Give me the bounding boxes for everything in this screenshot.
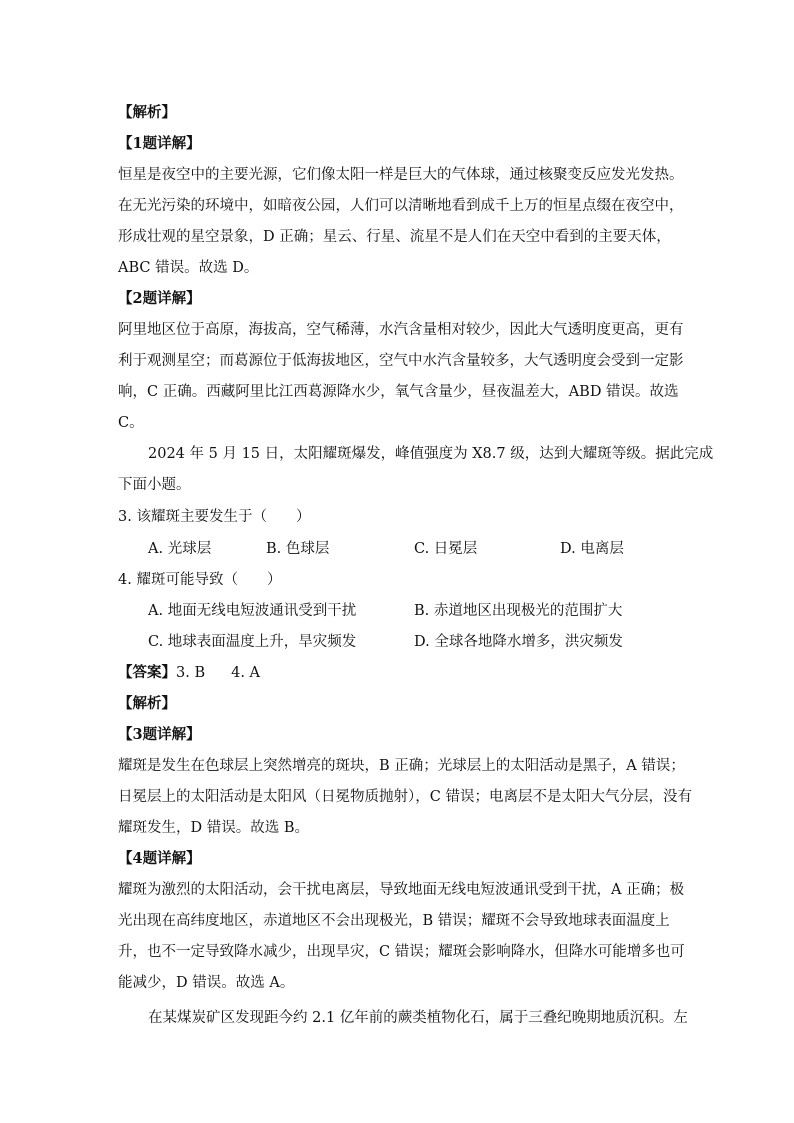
q2-line: 阿里地区位于高原，海拔高，空气稀薄，水汽含量相对较少，因此大气透明度更高，更有: [118, 322, 684, 338]
q4-line: 升，也不一定导致降水减少，出现旱灾，C 错误；耀斑会影响降水，但降水可能增多也可: [118, 944, 685, 960]
analysis-heading: 【解析】: [118, 695, 176, 712]
q2-detail-title: 【2题详解】: [118, 290, 201, 307]
q4-option-a: A. 地面无线电短波通讯受到干扰: [148, 603, 357, 619]
q3-detail-title: 【3题详解】: [118, 726, 201, 743]
q4-option-b: B. 赤道地区出现极光的范围扩大: [414, 603, 623, 619]
analysis-heading: 【解析】: [118, 104, 176, 121]
q4-option-c: C. 地球表面温度上升，旱灾频发: [148, 634, 357, 650]
stem-line: 下面小题。: [118, 477, 191, 493]
q3-line: 耀斑发生，D 错误。故选 B。: [118, 820, 309, 836]
stem-line: 2024 年 5 月 15 日，太阳耀斑爆发，峰值强度为 X8.7 级，达到大耀斑等级。据此完成: [148, 446, 714, 462]
q1-line: 形成壮观的星空景象，D 正确；星云、行星、流星不是人们在天空中看到的主要天体，: [118, 229, 671, 245]
q1-line: ABC 错误。故选 D。: [118, 260, 259, 276]
q4-line: 能减少，D 错误。故选 A。: [118, 975, 295, 991]
next-stem-line: 在某煤炭矿区发现距今约 2.1 亿年前的蕨类植物化石，属于三叠纪晚期地质沉积。左: [148, 1010, 688, 1026]
q2-line: 利于观测星空；而葛源位于低海拔地区，空气中水汽含量较多，大气透明度会受到一定影: [118, 353, 684, 369]
question-3: 3. 该耀斑主要发生于（ ）: [118, 509, 311, 525]
q3-line: 日冕层上的太阳活动是太阳风（日冕物质抛射），C 错误；电离层不是太阳大气分层，没有: [118, 789, 692, 805]
q3-option-c: C. 日冕层: [414, 541, 478, 557]
answer-row: [118, 662, 678, 684]
q1-line: 在无光污染的环境中，如暗夜公园，人们可以清晰地看到成千上万的恒星点缀在夜空中，: [118, 198, 684, 214]
q3-option-d: D. 电离层: [560, 541, 624, 557]
q3-option-b: B. 色球层: [266, 541, 330, 557]
q4-option-d: D. 全球各地降水增多，洪灾频发: [414, 634, 623, 650]
answer-3: 3. B: [176, 665, 206, 681]
q3-line: 耀斑是发生在色球层上突然增亮的斑块，B 正确；光球层上的太阳活动是黑子，A 错误；: [118, 758, 685, 774]
answer-4: 4. A: [231, 665, 261, 681]
q4-line: 光出现在高纬度地区，赤道地区不会出现极光，B 错误；耀斑不会导致地球表面温度上: [118, 913, 670, 929]
q4-detail-title: 【4题详解】: [118, 850, 201, 867]
q1-detail-title: 【1题详解】: [118, 135, 201, 152]
q2-line: 响，C 正确。西藏阿里比江西葛源降水少，氧气含量少，昼夜温差大，ABD 错误。故选: [118, 384, 679, 400]
answer-label: 【答案】: [118, 664, 176, 681]
q1-line: 恒星是夜空中的主要光源，它们像太阳一样是巨大的气体球，通过核聚变反应发光发热。: [118, 167, 684, 183]
question-4: 4. 耀斑可能导致（ ）: [118, 572, 282, 588]
q2-line: C。: [118, 415, 144, 431]
q3-option-a: A. 光球层: [148, 541, 212, 557]
q4-line: 耀斑为激烈的太阳活动，会干扰电离层，导致地面无线电短波通讯受到干扰，A 正确；极: [118, 882, 685, 898]
